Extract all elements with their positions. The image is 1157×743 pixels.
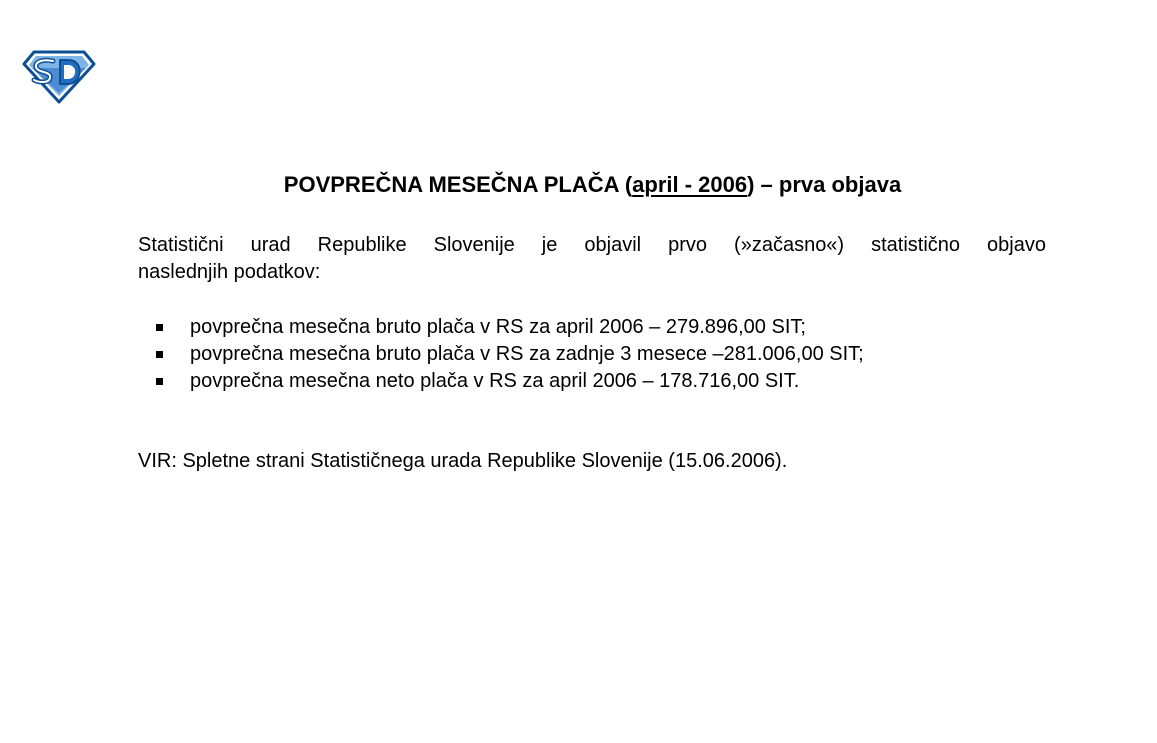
list-item-text: povprečna mesečna neto plača v RS za april 2006 – 178.716,00 SIT. (190, 370, 800, 392)
list-item (153, 368, 864, 395)
intro-line-2: naslednjih podatkov: (138, 261, 321, 283)
source-note: VIR: Spletne strani Statističnega urada Republike Slovenije (15.06.2006). (138, 450, 788, 472)
title-suffix: ) – prva objava (747, 172, 902, 197)
square-bullet-icon (156, 378, 163, 385)
square-bullet-icon (156, 324, 163, 331)
title-period: april - 2006 (632, 172, 748, 197)
salary-list (153, 314, 864, 395)
title-prefix: POVPREČNA MESEČNA PLAČA ( (283, 172, 633, 197)
intro-line-1: Statistični urad Republike Slovenije je objavil prvo (»začasno«) statistično objavo (138, 234, 1046, 256)
list-item-text: povprečna mesečna bruto plača v RS za april 2006 – 279.896,00 SIT; (190, 316, 806, 338)
intro-paragraph (138, 232, 1046, 286)
list-item (153, 341, 864, 368)
square-bullet-icon (156, 351, 163, 358)
sd-logo-icon (22, 48, 96, 104)
list-item-text: povprečna mesečna bruto plača v RS za zadnje 3 mesece –281.006,00 SIT; (190, 343, 864, 365)
list-item (153, 314, 864, 341)
document-title (0, 170, 1157, 200)
